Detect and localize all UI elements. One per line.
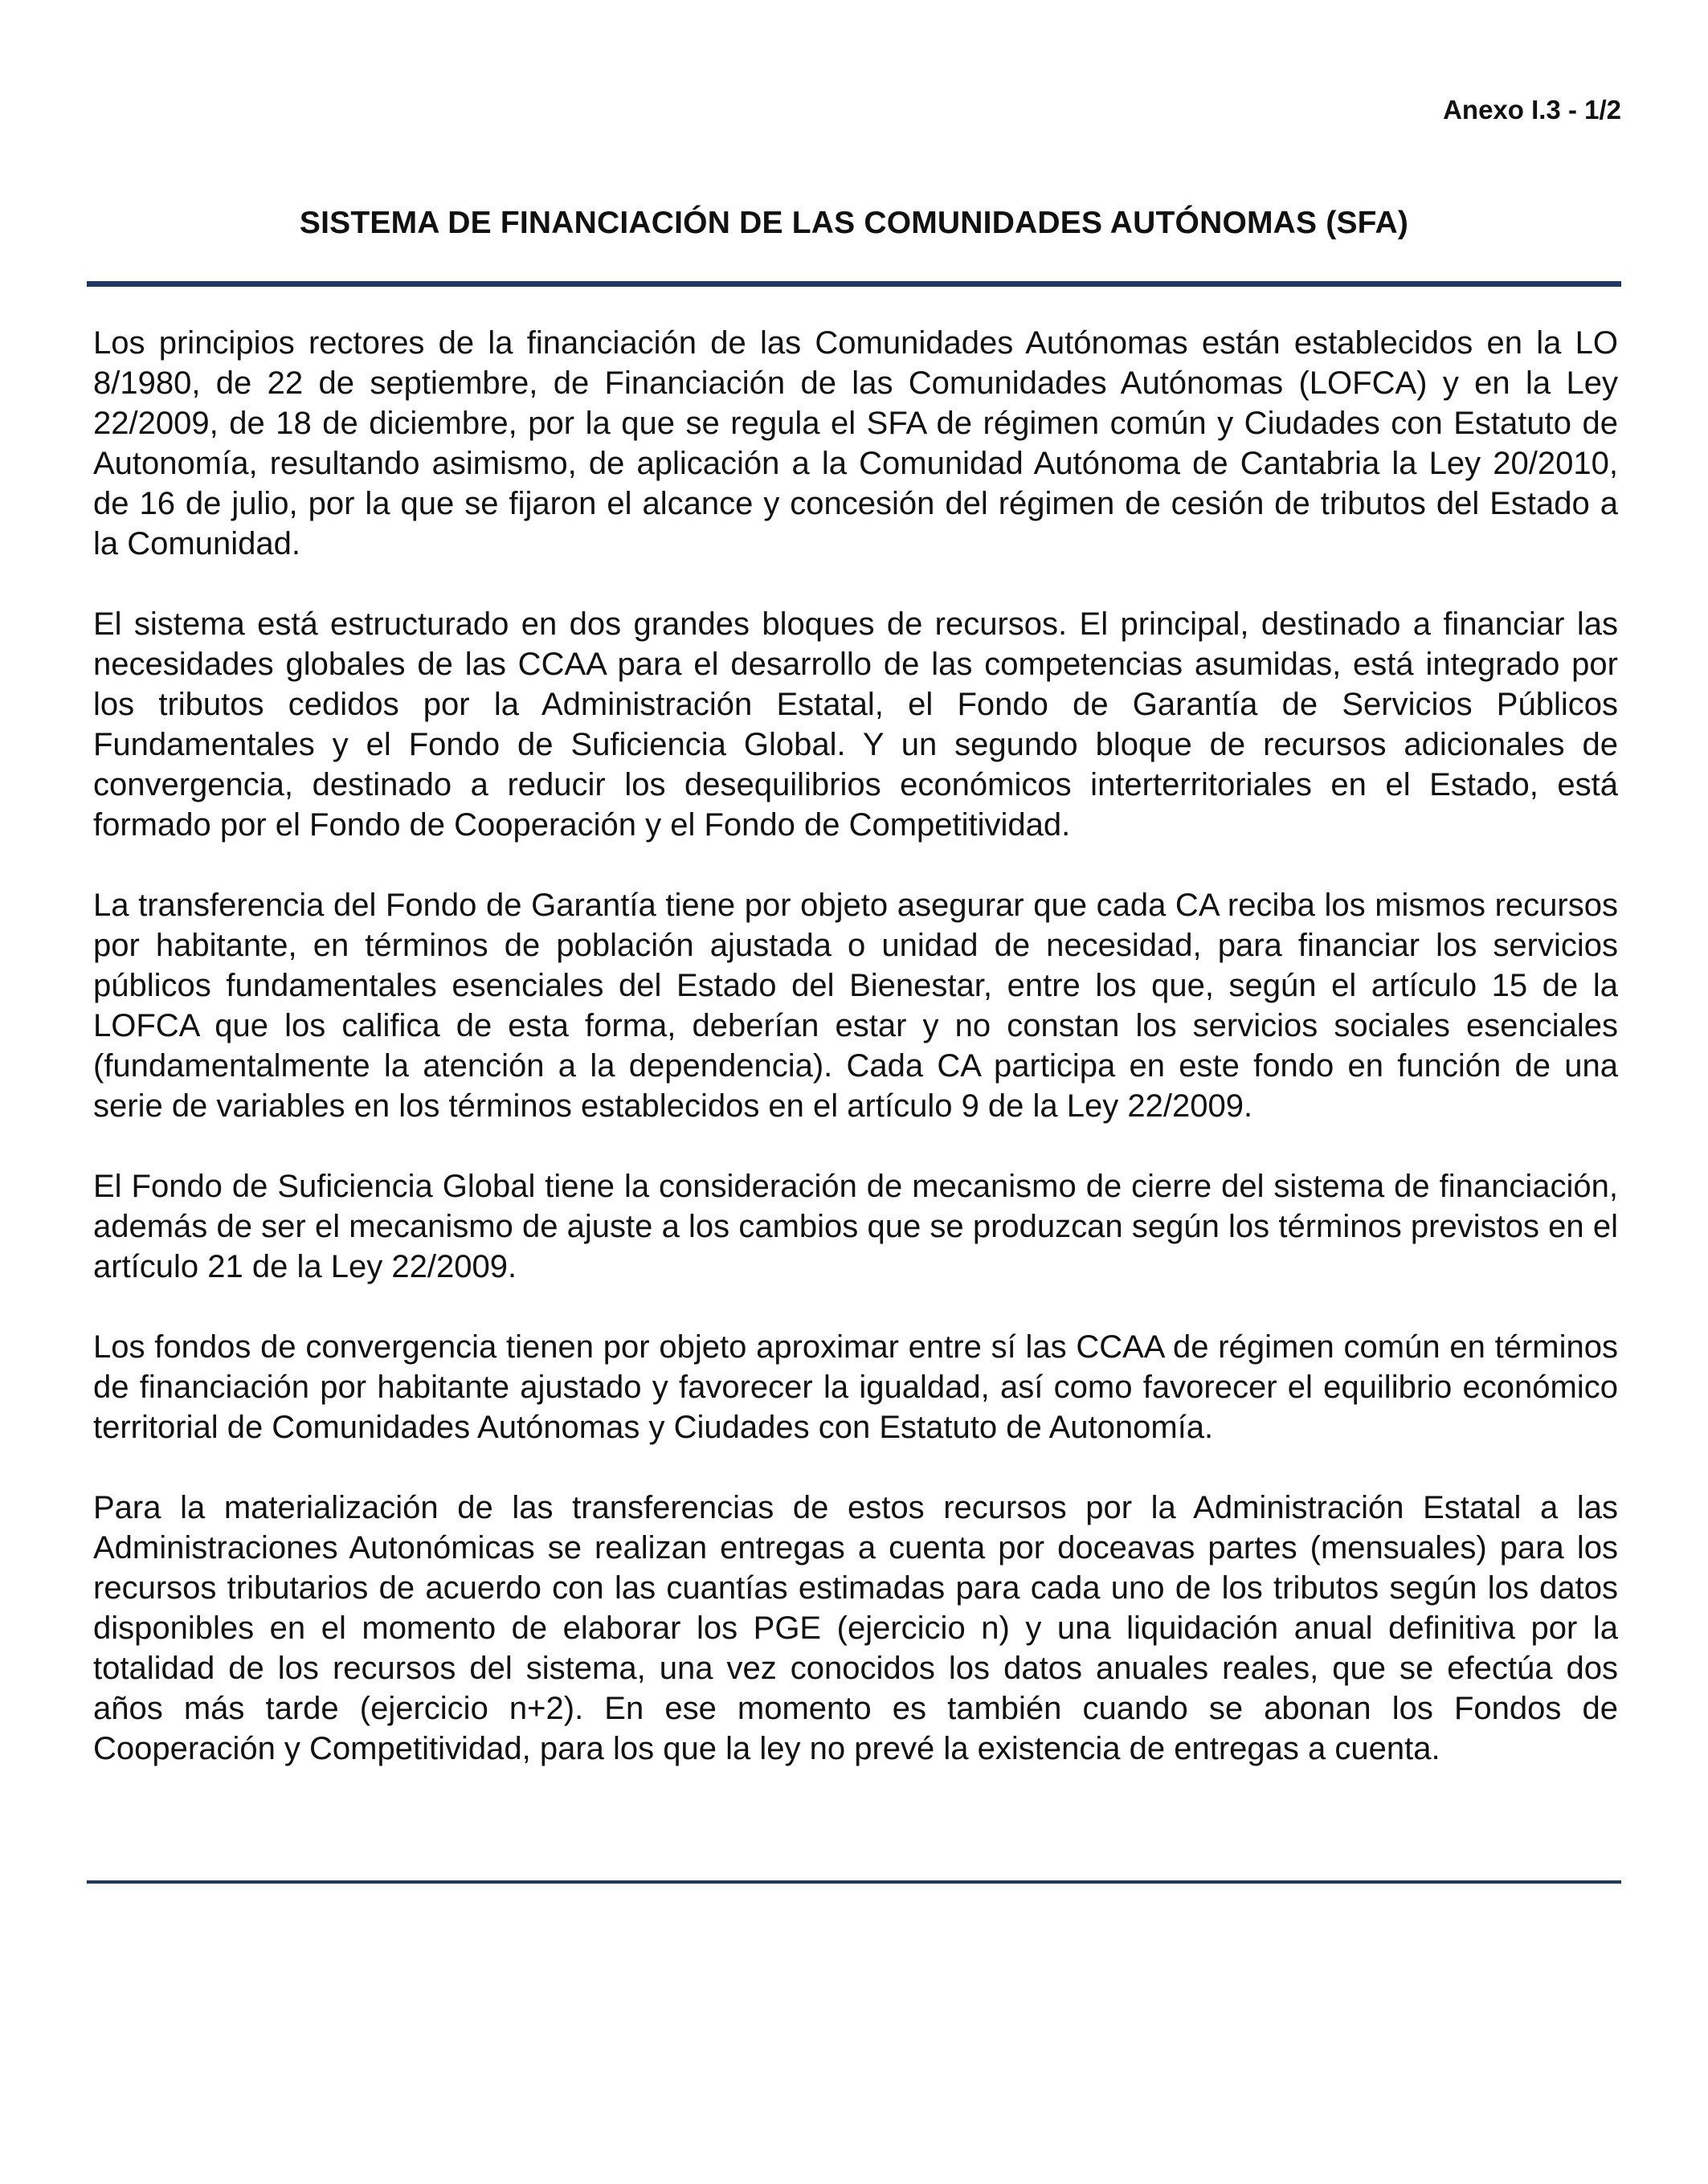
paragraph-legal-framework: Los principios rectores de la financiación de las Comunidades Autónomas están establecidos en la LO 8/1980, de 22 de septiembre, de Financiación de las Comunidades Autónomas (LOFCA) y en la Ley 22/2009, de 18 de diciembre, por la que se regula el SFA de régimen común y Ciudades con Estatuto de Autonomía, resultando asimismo, de aplicación a la Comunidad Autónoma de Cantabria la Ley 20/2010, de 16 de julio, por la que se fijaron el alcance y concesión del régimen de cesión de tributos del Estado a la Comunidad. [93,325,1618,561]
paragraph-convergence-funds: Los fondos de convergencia tienen por objeto aproximar entre sí las CCAA de régimen común en términos de financiación por habitante ajustado y favorecer la igualdad, así como favorecer el equilibrio económico territorial de Comunidades Autónomas y Ciudades con Estatuto de Autonomía. [93,1329,1618,1445]
paragraph-guarantee-fund: La transferencia del Fondo de Garantía tiene por objeto asegurar que cada CA reciba los mismos recursos por habitante, en términos de población ajustada o unidad de necesidad, para financiar los servicios públicos fundamentales esenciales del Estado del Bienestar, entre los que, según el artículo 15 de la LOFCA que los califica de esta forma, deberían estar y no constan los servicios sociales esenciales (fundamentalmente la atención a la dependencia). Cada CA participa en este fondo en función de una serie de variables en los términos establecidos en el artículo 9 de la Ley 22/2009. [93,888,1618,1124]
body-text [93,323,1618,1809]
paragraph-resource-blocks: El sistema está estructurado en dos grandes bloques de recursos. El principal, destinado a financiar las necesidades globales de las CCAA para el desarrollo de las competencias asumidas, está integrado por los tributos cedidos por la Administración Estatal, el Fondo de Garantía de Servicios Públicos Fundamentales y el Fondo de Suficiencia Global. Y un segundo bloque de recursos adicionales de convergencia, destinado a reducir los desequilibrios económicos interterritoriales en el Estado, está formado por el Fondo de Cooperación y el Fondo de Competitividad. [93,606,1618,843]
paragraph-transfers: Para la materialización de las transferencias de estos recursos por la Administración Estatal a las Administraciones Autonómicas se realizan entregas a cuenta por doceavas partes (mensuales) para los recursos tributarios de acuerdo con las cuantías estimadas para cada uno de los tributos según los datos disponibles en el momento de elaborar los PGE (ejercicio n) y una liquidación anual definitiva por la totalidad de los recursos del sistema, una vez conocidos los datos anuales reales, que se efectúa dos años más tarde (ejercicio n+2). En ese momento es también cuando se abonan los Fondos de Cooperación y Competitividad, para los que la ley no prevé la existencia de entregas a cuenta. [93,1490,1618,1766]
title-divider [87,281,1621,287]
paragraph-sufficiency-fund: El Fondo de Suficiencia Global tiene la consideración de mecanismo de cierre del sistema de financiación, además de ser el mecanismo de ajuste a los cambios que se produzcan según los términos previstos en el artículo 21 de la Ley 22/2009. [93,1169,1618,1284]
annex-label: Anexo I.3 - 1/2 [1443,95,1621,125]
page-title: SISTEMA DE FINANCIACIÓN DE LAS COMUNIDADES AUTÓNOMAS (SFA) [299,206,1409,240]
footer-divider [87,1880,1621,1884]
